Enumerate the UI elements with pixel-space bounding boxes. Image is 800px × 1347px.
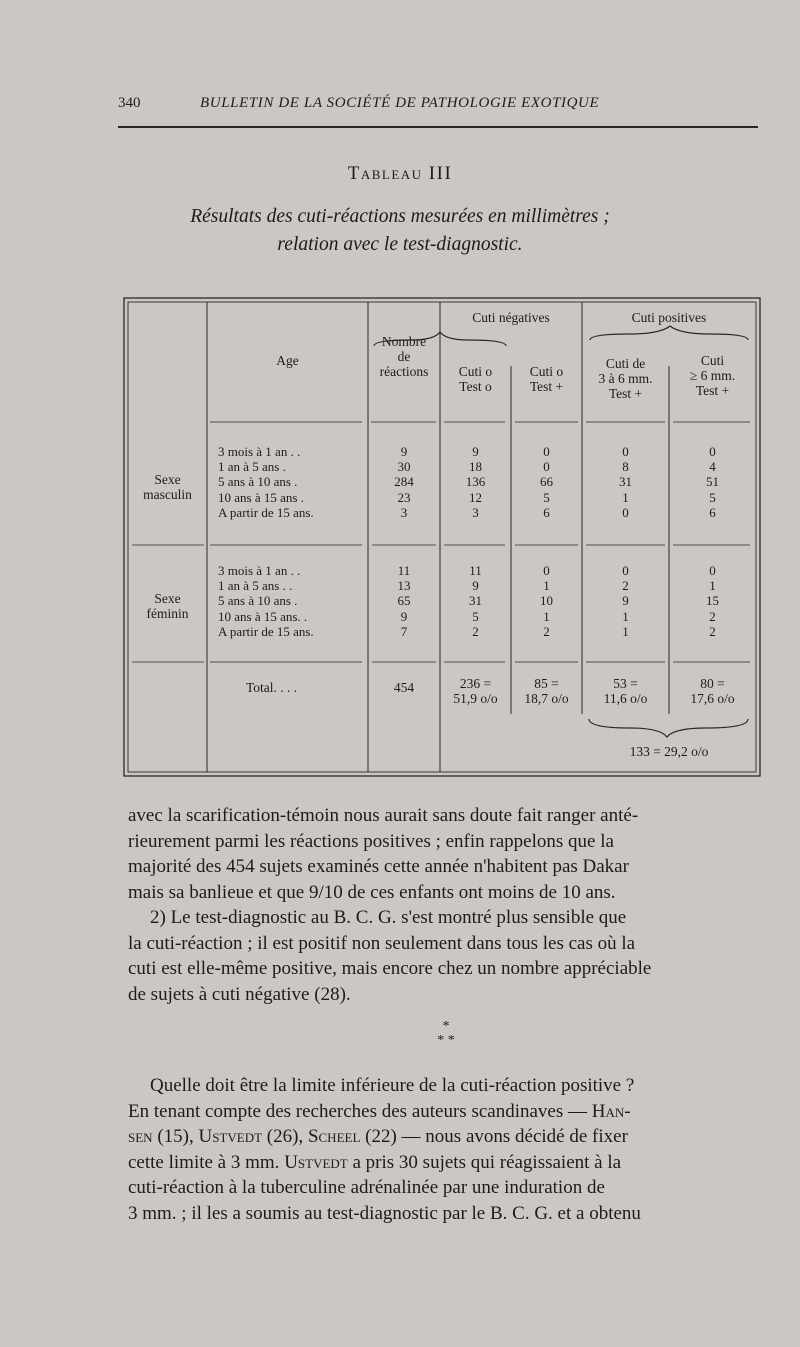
text-line: Quelle doit être la limite inférieure de la cuti-réaction positive ? (150, 1075, 635, 1096)
total-pos-3-6: 53 = 11,6 o/o (603, 676, 648, 706)
col-header-nombre: Nombre de réactions (379, 334, 429, 379)
neg-test-o-col-masculin: 9 18 136 12 3 (465, 444, 486, 520)
col-header-neg-test-o: Cuti o Test o (458, 364, 493, 394)
col-header-neg-test-plus: Cuti o Test + (529, 364, 564, 394)
pos-3-6-col-masculin: 0 8 31 1 0 (619, 444, 632, 520)
text-line: 3 mm. ; il les a soumis au test-diagnostic par le B. C. G. et a obtenu (128, 1202, 641, 1224)
pos-3-6-col-feminin: 0 2 9 1 1 (622, 563, 629, 639)
page-number: 340 (118, 95, 141, 111)
table-title: Tableau III (347, 163, 453, 184)
age-list-feminin: 3 mois à 1 an . . 1 an à 5 ans . . 5 ans à 10 ans . 10 ans à 15 ans. . A partir de 15 ans. (218, 563, 314, 639)
col-header-age: Age (276, 353, 299, 368)
group-header-negatives: Cuti négatives (472, 310, 550, 325)
table-subtitle-line1: Résultats des cuti-réactions mesurées en millimètres ; (190, 206, 610, 227)
neg-test-plus-col-masculin: 0 0 66 5 6 (540, 444, 553, 520)
age-list-masculin: 3 mois à 1 an . . 1 an à 5 ans . 5 ans à 10 ans . 10 ans à 15 ans . A partir de 15 ans. (218, 444, 314, 520)
paragraph-1 (128, 803, 768, 905)
text-line: cette limite à 3 mm. Ustvedt a pris 30 sujets qui réagissaient à la (128, 1151, 622, 1173)
total-pos-6: 80 = 17,6 o/o (690, 676, 735, 706)
asterisk-bottom: * * (437, 1033, 455, 1048)
text-line: mais sa banlieue et que 9/10 de ces enfants ont moins de 10 ans. (128, 881, 616, 903)
group-header-positives: Cuti positives (631, 310, 707, 325)
header-rule (118, 126, 758, 128)
group-label-feminin: Sexe féminin (146, 591, 189, 621)
asterisk-top: * (442, 1019, 450, 1034)
total-positives-sum: 133 = 29,2 o/o (629, 744, 709, 759)
text-line: 2) Le test-diagnostic au B. C. G. s'est montré plus sensible que (150, 907, 627, 928)
text-line: de sujets à cuti négative (28). (128, 983, 351, 1005)
group-label-masculin: Sexe masculin (143, 472, 192, 502)
text-line: avec la scarification-témoin nous aurait sans doute fait ranger anté- (128, 805, 639, 826)
text-line: En tenant compte des recherches des auteurs scandinaves — Han- (128, 1100, 631, 1122)
nombre-col-masculin: 9 30 284 23 3 (394, 444, 414, 520)
journal-title: BULLETIN DE LA SOCIÉTÉ DE PATHOLOGIE EXOTIQUE (200, 95, 600, 111)
total-label: Total. . . . (246, 680, 298, 695)
col-header-pos-6: Cuti ≥ 6 mm. Test + (689, 353, 736, 398)
paragraph-2 (128, 905, 768, 1007)
text-line: rieurement parmi les réactions positives ; enfin rappelons que la (128, 830, 614, 852)
section-separator (0, 1020, 800, 1048)
col-header-pos-3-6: Cuti de 3 à 6 mm. Test + (598, 356, 653, 401)
table-subtitle-line2: relation avec le test-diagnostic. (277, 234, 523, 255)
paragraph-3 (128, 1073, 768, 1226)
text-line: sen (15), Ustvedt (26), Scheel (22) — nous avons décidé de fixer (128, 1126, 628, 1147)
results-table (122, 296, 762, 778)
pos-6-col-feminin: 0 1 15 2 2 (706, 563, 719, 639)
neg-test-plus-col-feminin: 0 1 10 1 2 (540, 563, 553, 639)
text-line: cuti-réaction à la tuberculine adrénalinée par une induration de (128, 1177, 605, 1198)
neg-test-o-col-feminin: 11 9 31 5 2 (469, 563, 482, 639)
pos-6-col-masculin: 0 4 51 5 6 (706, 444, 719, 520)
text-line: cuti est elle-même positive, mais encore chez un nombre appréciable (128, 958, 652, 979)
total-nombre: 454 (393, 680, 415, 695)
total-neg-test-plus: 85 = 18,7 o/o (524, 676, 569, 706)
nombre-col-feminin: 11 13 65 9 7 (397, 563, 411, 639)
text-line: la cuti-réaction ; il est positif non seulement dans tous les cas où la (128, 932, 636, 954)
text-line: majorité des 454 sujets examinés cette année n'habitent pas Dakar (128, 856, 629, 877)
total-neg-test-o: 236 = 51,9 o/o (453, 676, 498, 706)
